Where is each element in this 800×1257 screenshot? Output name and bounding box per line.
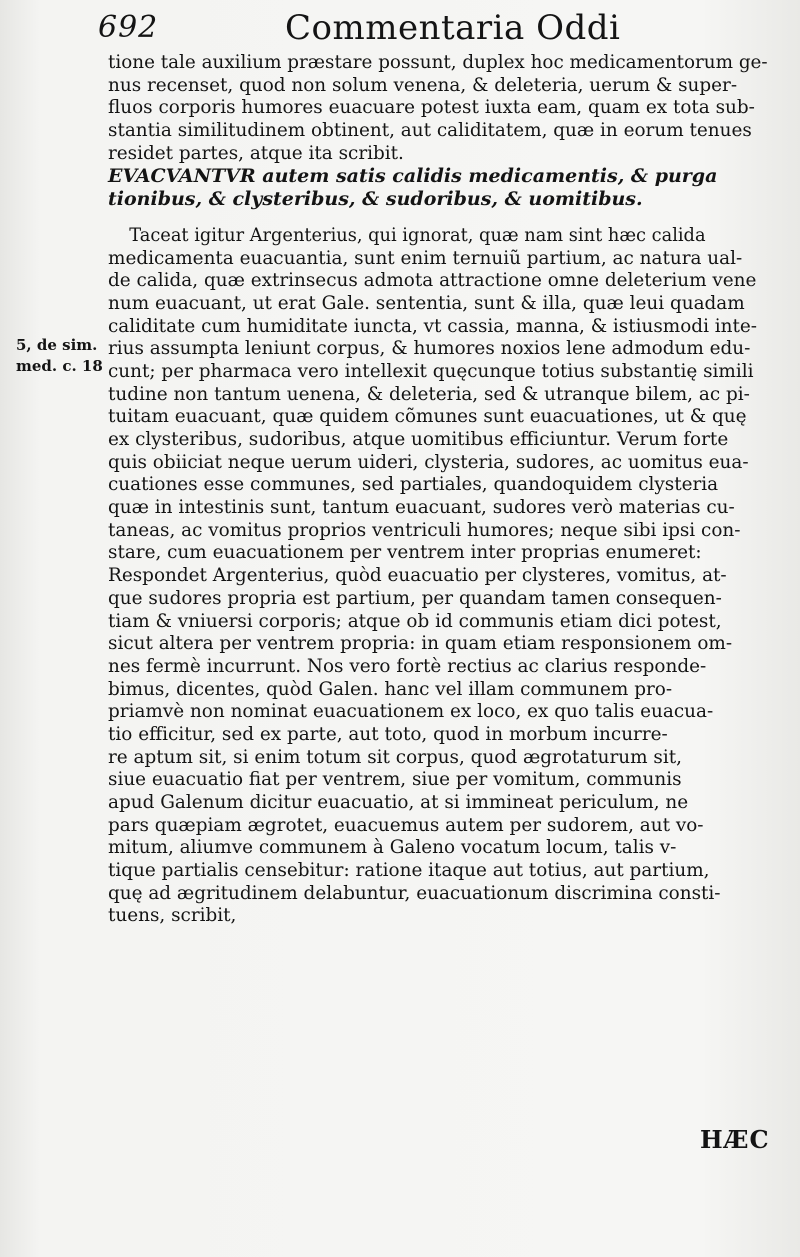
text-line: fluos corporis humores euacuare potest iuxta eam, quam ex tota sub- [108,97,755,119]
text-line: tudine non tantum uenena, & deleteria, sed & utranque bilem, ac pi- [108,383,750,405]
margin-note-line: med. c. 18 [16,357,103,375]
text-line: quę ad ægritudinem delabuntur, euacuationum discrimina consti- [108,882,721,904]
text-line: bimus, dicentes, quòd Galen. hanc vel illam communem pro- [108,678,673,700]
text-line: nus recenset, quod non solum venena, & deleteria, uerum & super- [108,74,738,96]
paragraph-first-line: Taceat igitur Argenterius, qui ignorat, quæ nam sint hæc calida [129,224,706,246]
text-line: Respondet Argenterius, quòd euacuatio per clysteres, vomitus, at- [108,565,727,587]
body-text [108,52,768,928]
text-line: tique partialis censebitur: ratione itaque aut totius, aut partium, [108,860,710,882]
text-line: taneas, ac vomitus proprios ventriculi humores; neque sibi ipsi con- [108,519,741,541]
text-line: siue euacuatio fiat per ventrem, siue per vomitum, communis [108,769,682,791]
page-number: 692 [98,10,159,45]
text-line: mitum, aliumve communem à Galeno vocatum locum, talis v- [108,837,677,859]
text-line: de calida, quæ extrinsecus admota attractione omne deleterium vene [108,270,757,292]
text-line: stare, cum euacuationem per ventrem inter proprias enumeret: [108,542,702,564]
text-line: apud Galenum dicitur euacuatio, at si immineat periculum, ne [108,792,689,813]
text-line: quæ in intestinis sunt, tantum euacuant, sudores verò materias cu- [108,497,735,519]
text-line: rius assumpta leniunt corpus, & humores noxios lene admodum edu- [108,338,751,360]
text-line: priamvè non nominat euacuationem ex loco, ex quo talis euacua- [108,701,714,723]
margin-note-line: 5, de sim. [16,336,98,354]
text-line: que sudores propria est partium, per quandam tamen consequen- [108,587,722,609]
paragraph-gap [108,211,768,225]
text-line: tione tale auxilium præstare possunt, duplex hoc medicamentorum ge- [108,52,768,73]
text-line: pars quæpiam ægrotet, euacuemus autem per sudorem, aut vo- [108,814,704,836]
text-line: ex clysteribus, sudoribus, atque uomitibus efficiuntur. Verum forte [108,429,729,450]
page-header [0,4,800,48]
text-line: residet partes, atque ita scribit. [108,142,404,164]
text-line: tuitam euacuant, quæ quidem cõmunes sunt euacuationes, ut & quę [108,406,747,428]
margin-note [16,335,106,377]
text-line: medicamenta euacuantia, sunt enim ternuiũ partium, ac natura ual- [108,247,743,269]
text-line: tuens, scribit, [108,905,237,927]
text-line: caliditate cum humiditate iuncta, vt cassia, manna, & istiusmodi inte- [108,315,758,337]
running-title: Commentaria Oddi [285,8,621,48]
quoted-text-line: tionibus, & clysteribus, & sudoribus, & uomitibus. [108,188,643,211]
quoted-text-line: EVACVANTVR autem satis calidis medicamentis, & purga [108,165,718,188]
text-line: cunt; per pharmaca vero intellexit quęcunque totius substantię simili [108,360,754,382]
text-line: tiam & vniuersi corporis; atque ob id communis etiam dici potest, [108,610,722,632]
text-line: num euacuant, ut erat Gale. sententia, sunt & illa, quæ leui quadam [108,292,745,314]
text-line: tio efficitur, sed ex parte, aut toto, quod in morbum incurre- [108,723,668,745]
text-line: quis obiiciat neque uerum uideri, clysteria, sudores, ac uomitus eua- [108,451,749,473]
catchword: HÆC [700,1125,770,1154]
text-line: re aptum sit, si enim totum sit corpus, quod ægrotaturum sit, [108,746,682,768]
text-line: cuationes esse communes, sed partiales, quandoquidem clysteria [108,474,719,496]
text-line: stantia similitudinem obtinent, aut caliditatem, quæ in eorum tenues [108,120,752,142]
text-line: sicut altera per ventrem propria: in quam etiam responsionem om- [108,633,733,655]
text-line: nes fermè incurrunt. Nos vero fortè rectius ac clarius responde- [108,655,707,677]
